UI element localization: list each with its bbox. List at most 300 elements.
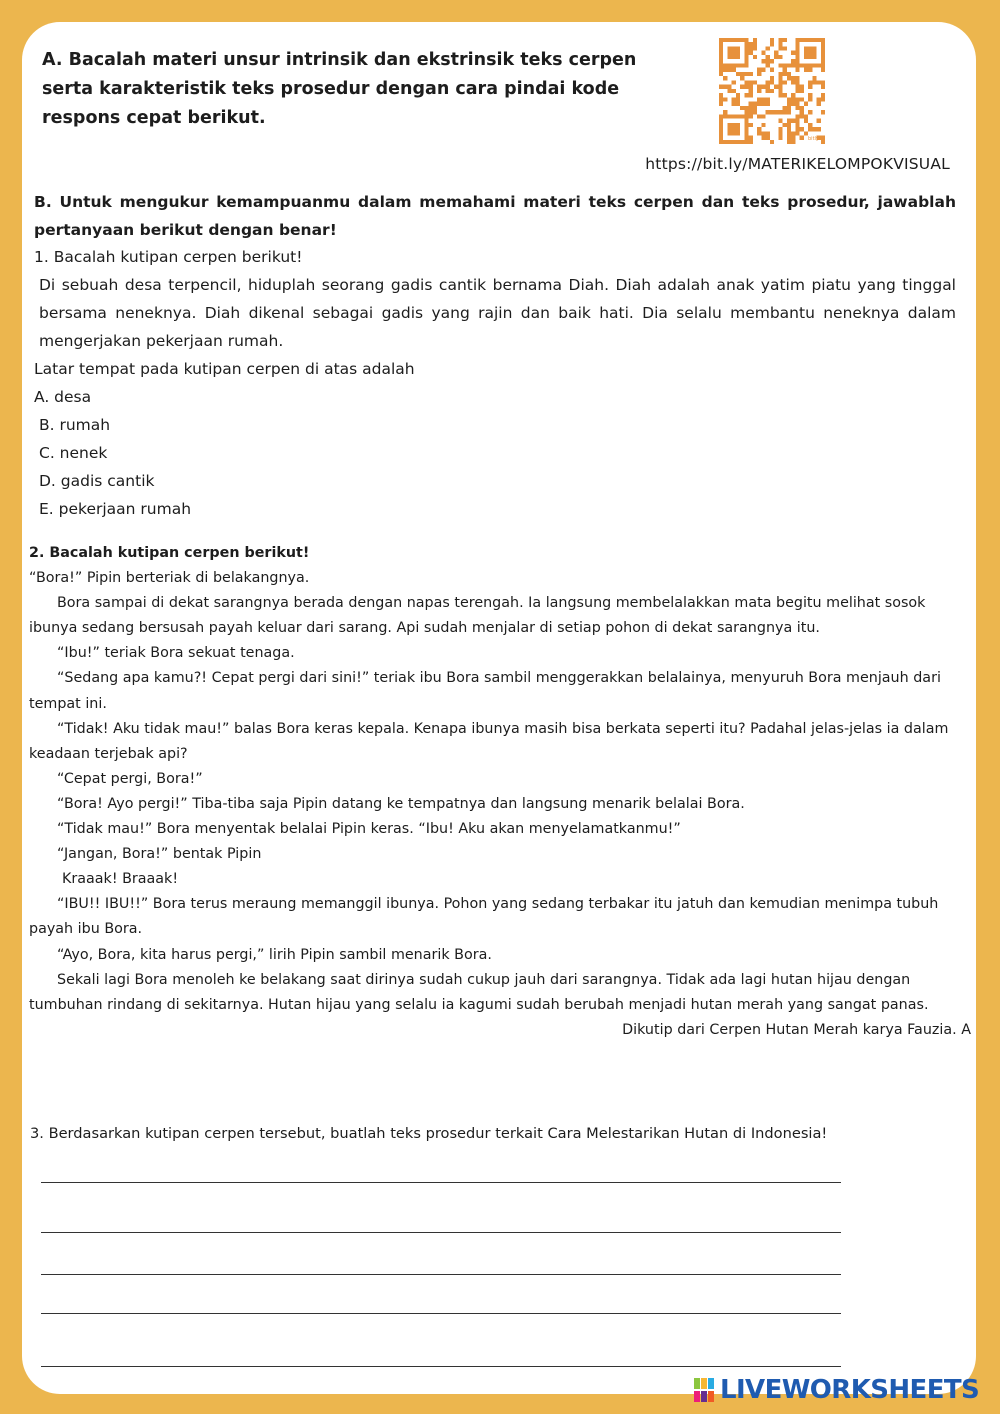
qr-module xyxy=(719,127,723,131)
qr-module xyxy=(795,63,799,67)
qr-module xyxy=(744,72,748,76)
qr-module xyxy=(719,140,723,144)
qr-module xyxy=(761,102,765,106)
story-paragraph: “Ayo, Bora, kita harus pergi,” lirih Pipin sambil menarik Bora. xyxy=(57,946,492,963)
qr-module xyxy=(727,85,731,89)
qr-module xyxy=(732,89,736,93)
qr-module xyxy=(795,76,799,80)
qr-module xyxy=(787,131,791,135)
qr-module xyxy=(727,123,731,127)
qr-module xyxy=(812,80,816,84)
story-paragraph: “Jangan, Bora!” bentak Pipin xyxy=(57,846,262,863)
qr-module xyxy=(787,140,791,144)
story-paragraph: “Tidak! Aku tidak mau!” balas Bora keras kepala. Kenapa ibunya masih bisa berkata seperti itu? Padahal jelas-jelas ia dalam keadaan terjebak api? xyxy=(29,720,949,762)
qr-module xyxy=(808,46,812,50)
qr-module xyxy=(719,55,723,59)
qr-module xyxy=(795,123,799,127)
qr-module xyxy=(778,127,782,131)
qr-module xyxy=(821,80,825,84)
qr-module xyxy=(808,127,812,131)
qr-module xyxy=(749,72,753,76)
qr-module xyxy=(787,119,791,123)
qr-module xyxy=(787,63,791,67)
qr-module xyxy=(732,123,736,127)
qr-module xyxy=(795,38,799,42)
qr-module xyxy=(766,85,770,89)
qr-module xyxy=(744,114,748,118)
option-e[interactable]: E. pekerjaan rumah xyxy=(39,500,192,518)
qr-module xyxy=(812,55,816,59)
qr-module xyxy=(787,127,791,131)
qr-module xyxy=(736,123,740,127)
qr-module xyxy=(723,110,727,114)
qr-module xyxy=(821,85,825,89)
qr-module xyxy=(753,55,757,59)
qr-module xyxy=(795,114,799,118)
qr-module xyxy=(744,106,748,110)
qr-module xyxy=(744,127,748,131)
qr-module xyxy=(800,63,804,67)
qr-module xyxy=(821,68,825,72)
qr-module xyxy=(778,46,782,50)
qr-module xyxy=(723,114,727,118)
qr-module xyxy=(736,51,740,55)
qr-module xyxy=(804,46,808,50)
qr-module xyxy=(719,63,723,67)
qr-module xyxy=(800,127,804,131)
qr-module xyxy=(732,127,736,131)
brand-name: LIVEWORKSHEETS xyxy=(720,1375,980,1405)
qr-module xyxy=(778,131,782,135)
qr-module xyxy=(727,114,731,118)
qr-module xyxy=(732,55,736,59)
qr-module xyxy=(821,42,825,46)
qr-module xyxy=(719,119,723,123)
qr-module xyxy=(761,131,765,135)
qr-module xyxy=(817,63,821,67)
qr-module xyxy=(812,38,816,42)
qr-module xyxy=(800,89,804,93)
qr-module xyxy=(749,89,753,93)
story-paragraph: “Ibu!” teriak Bora sekuat tenaga. xyxy=(57,645,295,662)
qr-module xyxy=(732,140,736,144)
qr-module xyxy=(757,114,761,118)
qr-module xyxy=(791,140,795,144)
qr-module xyxy=(719,114,723,118)
qr-module xyxy=(766,131,770,135)
qr-module xyxy=(804,119,808,123)
story-source: Dikutip dari Cerpen Hutan Merah karya Fauzia. A xyxy=(622,1021,971,1038)
qr-module xyxy=(808,63,812,67)
qr-module xyxy=(761,85,765,89)
qr-module xyxy=(821,110,825,114)
qr-module xyxy=(757,85,761,89)
qr-module xyxy=(723,63,727,67)
qr-module xyxy=(778,38,782,42)
qr-module xyxy=(736,102,740,106)
qr-module xyxy=(727,63,731,67)
qr-module xyxy=(727,127,731,131)
qr-module xyxy=(719,136,723,140)
qr-module xyxy=(736,97,740,101)
qr-module xyxy=(736,93,740,97)
qr-module xyxy=(791,59,795,63)
qr-module xyxy=(795,46,799,50)
story-paragraph: “Bora!” Pipin berteriak di belakangnya. xyxy=(29,570,310,587)
qr-module xyxy=(795,89,799,93)
qr-module xyxy=(719,97,723,101)
question-1-prompt: 1. Bacalah kutipan cerpen berikut! xyxy=(34,248,303,266)
qr-module xyxy=(787,102,791,106)
qr-module xyxy=(757,89,761,93)
qr-module xyxy=(795,59,799,63)
qr-module xyxy=(727,55,731,59)
qr-module xyxy=(757,131,761,135)
qr-module xyxy=(766,97,770,101)
qr-module xyxy=(770,140,774,144)
qr-module xyxy=(778,76,782,80)
qr-module xyxy=(778,119,782,123)
qr-module xyxy=(791,63,795,67)
qr-module xyxy=(761,123,765,127)
qr-module xyxy=(804,55,808,59)
qr-module xyxy=(783,63,787,67)
qr-module xyxy=(744,46,748,50)
qr-module xyxy=(757,127,761,131)
qr-module xyxy=(740,140,744,144)
qr-module xyxy=(753,80,757,84)
qr-module xyxy=(723,140,727,144)
answer-line[interactable] xyxy=(41,1313,841,1314)
story-paragraph: “Sedang apa kamu?! Cepat pergi dari sini!” teriak ibu Bora sambil menggerakkan belalainya, menyuruh Bora menjauh dari tempat ini. xyxy=(29,670,941,712)
story-paragraph: “Bora! Ayo pergi!” Tiba-tiba saja Pipin datang ke tempatnya dan langsung menarik belalai Bora. xyxy=(57,795,745,812)
qr-module xyxy=(723,68,727,72)
qr-module xyxy=(783,123,787,127)
qr-module xyxy=(727,140,731,144)
qr-module xyxy=(791,131,795,135)
qr-module xyxy=(778,72,782,76)
qr-module xyxy=(812,51,816,55)
qr-module xyxy=(821,38,825,42)
qr-module xyxy=(804,102,808,106)
qr-module xyxy=(821,59,825,63)
qr-module xyxy=(795,127,799,131)
qr-module xyxy=(774,51,778,55)
qr-module xyxy=(795,106,799,110)
qr-module xyxy=(787,76,791,80)
qr-module xyxy=(766,136,770,140)
qr-module xyxy=(770,59,774,63)
qr-module xyxy=(753,38,757,42)
section-b-instruction: B. Untuk mengukur kemampuanmu dalam memahami materi teks cerpen dan teks prosedur, jawablah pertanyaan berikut dengan benar! xyxy=(34,193,956,239)
qr-module xyxy=(761,59,765,63)
qr-module xyxy=(761,97,765,101)
qr-module xyxy=(808,55,812,59)
qr-module xyxy=(749,42,753,46)
story-paragraph: Bora sampai di dekat sarangnya berada dengan napas terengah. Ia langsung membelalakkan mata begitu melihat sosok ibunya sedang bersusah payah keluar dari sarang. Api sudah menjalar di setiap pohon di dekat sarangnya itu. xyxy=(29,595,926,637)
qr-module xyxy=(778,63,782,67)
qr-module xyxy=(778,55,782,59)
qr-module xyxy=(736,140,740,144)
qr-module xyxy=(753,110,757,114)
qr-module xyxy=(800,85,804,89)
qr-module xyxy=(817,80,821,84)
qr-module xyxy=(787,97,791,101)
qr-module xyxy=(727,51,731,55)
qr-module xyxy=(804,131,808,135)
qr-module xyxy=(817,119,821,123)
qr-module xyxy=(749,51,753,55)
qr-module xyxy=(736,131,740,135)
qr-module xyxy=(757,72,761,76)
qr-module xyxy=(808,38,812,42)
qr-module xyxy=(732,102,736,106)
qr-module xyxy=(804,114,808,118)
qr-module xyxy=(787,136,791,140)
qr-module xyxy=(744,119,748,123)
qr-module xyxy=(732,46,736,50)
qr-module xyxy=(795,85,799,89)
qr-module xyxy=(808,51,812,55)
qr-module xyxy=(821,93,825,97)
qr-module xyxy=(736,63,740,67)
story-paragraph: “Cepat pergi, Bora!” xyxy=(57,770,203,787)
qr-module xyxy=(795,102,799,106)
qr-module xyxy=(740,38,744,42)
qr-module xyxy=(783,93,787,97)
qr-module xyxy=(736,127,740,131)
qr-module xyxy=(744,42,748,46)
qr-module xyxy=(821,140,825,144)
qr-module xyxy=(757,102,761,106)
qr-module xyxy=(808,93,812,97)
qr-module xyxy=(749,123,753,127)
qr-module xyxy=(774,85,778,89)
qr-module xyxy=(732,38,736,42)
option-a[interactable]: A. desa xyxy=(34,388,92,406)
qr-module xyxy=(795,80,799,84)
qr-module xyxy=(723,38,727,42)
qr-module xyxy=(821,51,825,55)
qr-module xyxy=(740,72,744,76)
qr-module xyxy=(761,136,765,140)
qr-module xyxy=(787,106,791,110)
qr-module xyxy=(749,46,753,50)
qr-module xyxy=(766,102,770,106)
qr-module xyxy=(770,76,774,80)
story-paragraph: Kraaak! Braaak! xyxy=(62,871,179,888)
qr-module xyxy=(757,68,761,72)
qr-module xyxy=(727,38,731,42)
qr-module xyxy=(791,136,795,140)
qr-module xyxy=(770,89,774,93)
qr-module xyxy=(740,114,744,118)
qr-module xyxy=(778,93,782,97)
qr-module xyxy=(727,131,731,135)
qr-module xyxy=(795,97,799,101)
qr-module xyxy=(778,85,782,89)
qr-module xyxy=(804,68,808,72)
qr-module xyxy=(787,110,791,114)
qr-module xyxy=(719,51,723,55)
qr-module xyxy=(800,110,804,114)
qr-module xyxy=(736,114,740,118)
liveworksheets-icon xyxy=(694,1377,718,1403)
qr-module xyxy=(757,97,761,101)
qr-module xyxy=(804,51,808,55)
qr-module xyxy=(795,55,799,59)
story-paragraph: Sekali lagi Bora menoleh ke belakang saat dirinya sudah cukup jauh dari sarangnya. Tidak ada lagi hutan hijau dengan tumbuhan rindang di sekitarnya. Hutan hijau yang selalu ia kagumi sudah berubah menjadi hutan merah yang sangat panas. xyxy=(29,971,929,1013)
qr-module xyxy=(800,136,804,140)
qr-module xyxy=(719,38,723,42)
qr-module xyxy=(719,68,723,72)
qr-module xyxy=(783,106,787,110)
option-c[interactable]: C. nenek xyxy=(39,444,108,462)
qr-module xyxy=(791,51,795,55)
qr-module xyxy=(787,72,791,76)
qr-module xyxy=(791,80,795,84)
story-paragraph: “IBU!! IBU!!” Bora terus meraung memanggil ibunya. Pohon yang sedang terbakar itu jatuh dan kemudian menimpa tubuh payah ibu Bora. xyxy=(29,896,939,938)
qr-module xyxy=(783,46,787,50)
qr-module xyxy=(736,72,740,76)
qr-module xyxy=(766,110,770,114)
qr-module xyxy=(749,85,753,89)
qr-module xyxy=(744,136,748,140)
question-1-text: Latar tempat pada kutipan cerpen di atas adalah xyxy=(34,360,415,378)
qr-module xyxy=(778,80,782,84)
qr-module xyxy=(778,89,782,93)
qr-module xyxy=(719,85,723,89)
qr-module xyxy=(817,38,821,42)
qr-module xyxy=(812,76,816,80)
question-3-prompt: 3. Berdasarkan kutipan cerpen tersebut, buatlah teks prosedur terkait Cara Melestarikan Hutan di Indonesia! xyxy=(30,1125,828,1142)
qr-code-icon xyxy=(719,38,825,144)
qr-module xyxy=(749,140,753,144)
qr-module xyxy=(719,93,723,97)
qr-module xyxy=(732,68,736,72)
qr-module xyxy=(766,55,770,59)
qr-module xyxy=(740,76,744,80)
qr-module xyxy=(749,93,753,97)
answer-line[interactable] xyxy=(41,1182,841,1183)
answer-line[interactable] xyxy=(41,1274,841,1275)
qr-module xyxy=(727,68,731,72)
qr-module xyxy=(744,140,748,144)
qr-module xyxy=(778,110,782,114)
qr-module xyxy=(774,110,778,114)
qr-module xyxy=(753,102,757,106)
qr-module xyxy=(791,76,795,80)
qr-module xyxy=(723,76,727,80)
qr-module xyxy=(812,127,816,131)
qr-module xyxy=(770,42,774,46)
qr-module xyxy=(719,59,723,63)
qr-module xyxy=(766,46,770,50)
qr-module xyxy=(770,38,774,42)
qr-module xyxy=(744,51,748,55)
qr-module xyxy=(766,80,770,84)
qr-module xyxy=(791,102,795,106)
liveworksheets-logo xyxy=(694,1375,979,1405)
qr-module xyxy=(817,127,821,131)
qr-module xyxy=(821,97,825,101)
material-link[interactable]: https://bit.ly/MATERIKELOMPOKVISUAL xyxy=(645,155,950,173)
qr-module xyxy=(732,114,736,118)
qr-module xyxy=(800,106,804,110)
qr-module xyxy=(732,51,736,55)
qr-module xyxy=(778,136,782,140)
qr-module xyxy=(732,80,736,84)
qr-module xyxy=(766,59,770,63)
qr-module xyxy=(736,46,740,50)
qr-module xyxy=(804,38,808,42)
qr-module xyxy=(808,85,812,89)
qr-module xyxy=(783,68,787,72)
qr-module xyxy=(821,63,825,67)
qr-module xyxy=(808,110,812,114)
qr-module xyxy=(719,46,723,50)
qr-module xyxy=(808,80,812,84)
qr-module xyxy=(740,85,744,89)
qr-module xyxy=(808,123,812,127)
story-paragraph: “Tidak mau!” Bora menyentak belalai Pipin keras. “Ibu! Aku akan menyelamatkanmu!” xyxy=(57,821,681,838)
qr-module xyxy=(808,68,812,72)
qr-module xyxy=(795,131,799,135)
qr-module xyxy=(783,110,787,114)
qr-module xyxy=(744,123,748,127)
qr-module xyxy=(791,97,795,101)
question-1 xyxy=(34,243,956,523)
qr-module xyxy=(761,51,765,55)
qr-module xyxy=(766,89,770,93)
qr-module xyxy=(723,85,727,89)
qr-module xyxy=(795,42,799,46)
qr-module xyxy=(795,68,799,72)
answer-line[interactable] xyxy=(41,1232,841,1233)
qr-module xyxy=(783,38,787,42)
qr-module xyxy=(791,119,795,123)
qr-module xyxy=(753,46,757,50)
qr-module xyxy=(800,114,804,118)
answer-line[interactable] xyxy=(41,1366,841,1367)
qr-module xyxy=(808,97,812,101)
qr-module xyxy=(795,51,799,55)
option-d[interactable]: D. gadis cantik xyxy=(39,472,155,490)
qr-module xyxy=(774,55,778,59)
qr-module xyxy=(744,110,748,114)
qr-module xyxy=(744,80,748,84)
qr-module xyxy=(744,38,748,42)
question-1-excerpt: Di sebuah desa terpencil, hiduplah seorang gadis cantik bernama Diah. Diah adalah anak yatim piatu yang tinggal bersama neneknya. Diah dikenal sebagai gadis yang rajin dan baik hati. Dia selalu membantu neneknya dalam mengerjakan pekerjaan rumah. xyxy=(39,276,956,350)
option-b[interactable]: B. rumah xyxy=(39,416,111,434)
qr-module xyxy=(744,59,748,63)
qr-module xyxy=(800,97,804,101)
qr-module xyxy=(821,55,825,59)
qr-module xyxy=(761,68,765,72)
qr-module xyxy=(770,110,774,114)
qr-module xyxy=(727,89,731,93)
qr-module xyxy=(719,102,723,106)
qr-module xyxy=(719,72,723,76)
qr-module xyxy=(744,55,748,59)
qr-module xyxy=(749,106,753,110)
qr-module xyxy=(753,106,757,110)
qr-module xyxy=(795,119,799,123)
qr-module xyxy=(804,63,808,67)
qr-module xyxy=(740,106,744,110)
qr-caption: bitly xyxy=(808,136,819,142)
qr-module xyxy=(749,136,753,140)
